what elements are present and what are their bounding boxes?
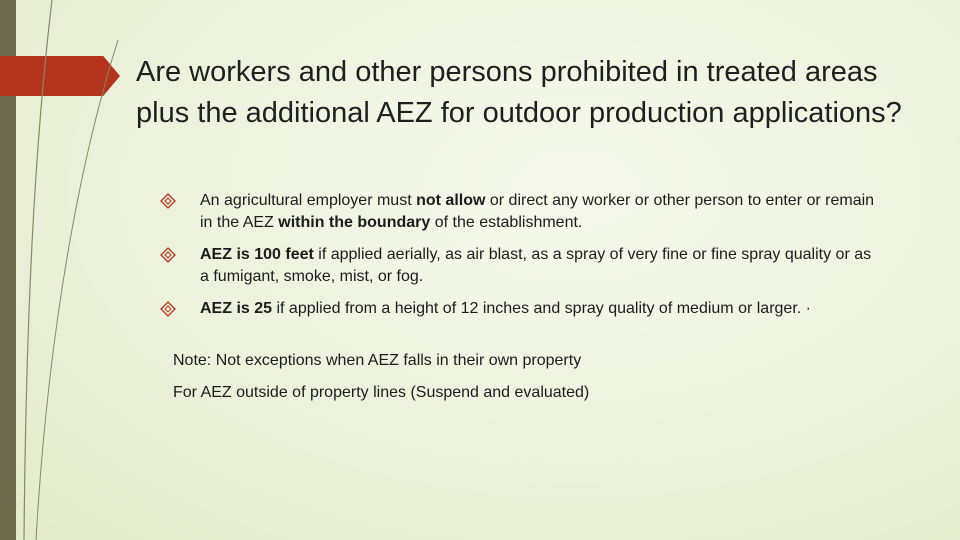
bullet-list	[160, 190, 880, 330]
bullet-run: or direct any worker or other person to enter or remain in the AEZ	[200, 192, 875, 231]
bullet-text	[200, 246, 871, 285]
bullet-emphasis: AEZ is 100 feet	[200, 246, 314, 263]
note-line: Note: Not exceptions when AEZ falls in their own property	[173, 352, 582, 369]
slide-title: Are workers and other persons prohibited in treated areas plus the additional AEZ for outdoor production applications?	[136, 56, 902, 129]
bullet-text	[200, 300, 811, 317]
diamond-outline-icon	[160, 247, 176, 263]
bullet-run: of the establishment.	[430, 214, 583, 231]
diamond-outline-icon	[160, 301, 176, 317]
diamond-outline-icon	[160, 193, 176, 209]
bullet-item	[160, 298, 880, 320]
bullet-run: if applied aerially, as air blast, as a spray of very fine or fine spray quality or as a fumigant, smoke, mist, or fog.	[200, 246, 872, 285]
decorative-curves	[0, 0, 140, 540]
bullet-text	[200, 192, 874, 231]
bullet-run: An agricultural employer must	[200, 192, 417, 209]
bullet-run: if applied from a height of 12 inches and spray quality of medium or larger. ·	[272, 300, 811, 317]
bullet-item	[160, 190, 880, 234]
bullet-emphasis: within the boundary	[278, 214, 431, 231]
bullet-item	[160, 244, 880, 288]
bullet-emphasis: AEZ is 25	[200, 300, 273, 317]
bullet-emphasis: not allow	[416, 192, 486, 209]
note-line: For AEZ outside of property lines (Suspend and evaluated)	[173, 384, 590, 401]
